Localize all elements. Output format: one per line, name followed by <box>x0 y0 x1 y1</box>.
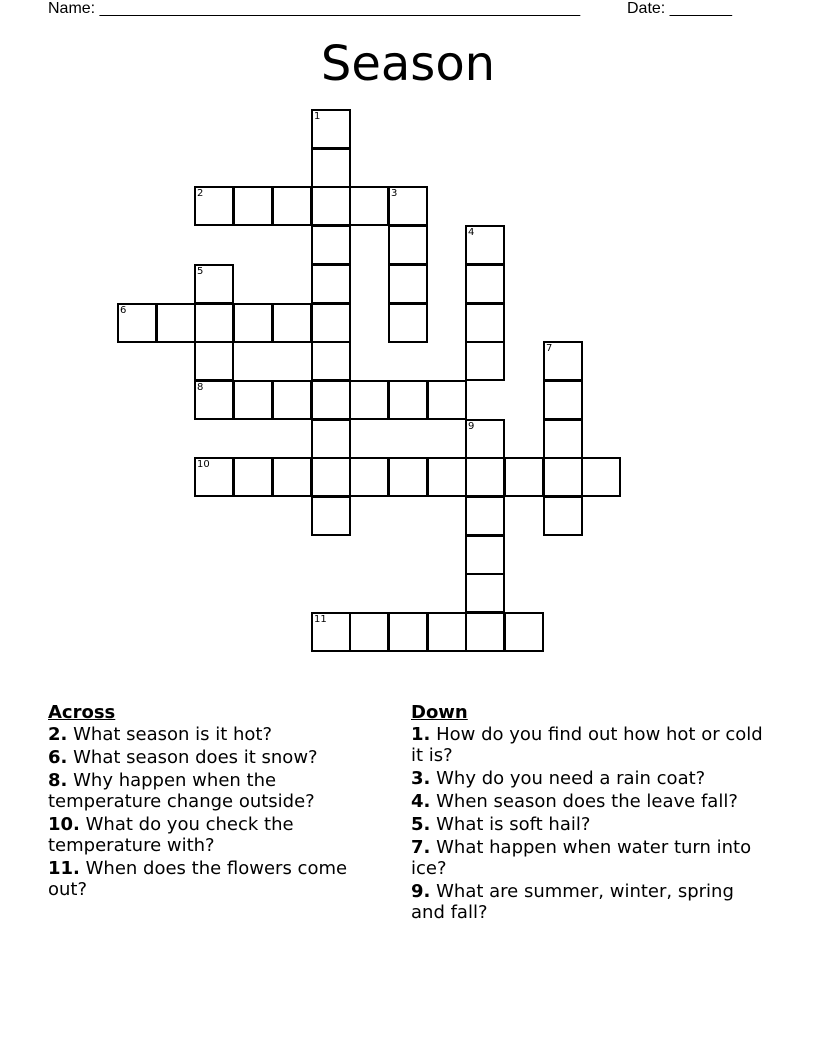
grid-cell <box>388 225 428 265</box>
grid-cell <box>194 380 234 420</box>
clue-text: How do you find out how hot or cold it is? <box>411 724 763 766</box>
grid-cell <box>427 457 467 497</box>
grid-cell <box>543 341 583 381</box>
grid-cell <box>465 535 505 575</box>
grid-cell <box>349 186 389 226</box>
cell-number: 9 <box>468 421 475 432</box>
grid-cell <box>465 341 505 381</box>
grid-cell <box>311 612 351 652</box>
cell-number: 3 <box>391 188 398 199</box>
grid-cell <box>504 457 544 497</box>
grid-cell <box>311 496 351 536</box>
clue-number: 9. <box>411 881 431 902</box>
grid-cell <box>233 380 273 420</box>
grid-cell <box>504 612 544 652</box>
clue-text: What happen when water turn into ice? <box>411 837 752 879</box>
down-clue <box>411 768 771 789</box>
grid-cell <box>543 380 583 420</box>
grid-cell <box>349 612 389 652</box>
cell-number: 11 <box>314 614 327 625</box>
down-clue <box>411 837 771 879</box>
down-heading: Down <box>411 702 468 723</box>
grid-cell <box>233 303 273 343</box>
grid-cell <box>311 457 351 497</box>
grid-cell <box>194 264 234 304</box>
down-clue <box>411 724 771 766</box>
grid-cell <box>272 457 312 497</box>
across-clues <box>48 702 378 902</box>
grid-cell <box>311 380 351 420</box>
across-clue <box>48 770 378 812</box>
grid-cell <box>465 496 505 536</box>
grid-cell <box>543 457 583 497</box>
clue-number: 3. <box>411 768 431 789</box>
clue-text: What do you check the temperature with? <box>48 814 294 856</box>
grid-cell <box>311 419 351 459</box>
grid-cell <box>117 303 157 343</box>
grid-cell <box>311 341 351 381</box>
clue-text: Why do you need a rain coat? <box>436 768 706 789</box>
clue-text: Why happen when the temperature change outside? <box>48 770 315 812</box>
grid-cell <box>272 303 312 343</box>
grid-cell <box>194 186 234 226</box>
grid-cell <box>388 186 428 226</box>
cell-number: 6 <box>120 305 127 316</box>
down-clue <box>411 814 771 835</box>
grid-cell <box>543 419 583 459</box>
date-field-label: Date: _______ <box>627 0 732 17</box>
clue-text: When does the flowers come out? <box>48 858 348 900</box>
grid-cell <box>388 303 428 343</box>
grid-cell <box>465 225 505 265</box>
down-clue <box>411 881 771 923</box>
grid-cell <box>194 457 234 497</box>
grid-cell <box>465 573 505 613</box>
down-clues <box>411 702 771 925</box>
cell-number: 5 <box>197 266 204 277</box>
clue-number: 10. <box>48 814 80 835</box>
grid-cell <box>194 303 234 343</box>
grid-cell <box>543 496 583 536</box>
grid-cell <box>581 457 621 497</box>
across-clue <box>48 747 378 768</box>
grid-cell <box>388 264 428 304</box>
grid-cell <box>311 303 351 343</box>
grid-cell <box>272 186 312 226</box>
grid-cell <box>465 419 505 459</box>
grid-cell <box>465 303 505 343</box>
across-clue <box>48 814 378 856</box>
clue-number: 6. <box>48 747 68 768</box>
clue-text: When season does the leave fall? <box>436 791 738 812</box>
cell-number: 7 <box>546 343 553 354</box>
grid-cell <box>465 457 505 497</box>
grid-cell <box>194 341 234 381</box>
down-clue <box>411 791 771 812</box>
clue-number: 1. <box>411 724 431 745</box>
grid-cell <box>388 612 428 652</box>
grid-cell <box>272 380 312 420</box>
clue-text: What season is it hot? <box>73 724 273 745</box>
across-heading: Across <box>48 702 116 723</box>
cell-number: 1 <box>314 111 321 122</box>
clue-text: What are summer, winter, spring and fall? <box>411 881 734 923</box>
grid-cell <box>233 186 273 226</box>
clue-text: What is soft hail? <box>436 814 591 835</box>
page-title: Season <box>320 36 496 92</box>
grid-cell <box>156 303 196 343</box>
grid-cell <box>311 109 351 149</box>
grid-cell <box>427 380 467 420</box>
across-clue <box>48 858 378 900</box>
grid-cell <box>311 264 351 304</box>
clue-number: 7. <box>411 837 431 858</box>
grid-cell <box>349 457 389 497</box>
clue-number: 2. <box>48 724 68 745</box>
clue-number: 5. <box>411 814 431 835</box>
cell-number: 8 <box>197 382 204 393</box>
across-clue <box>48 724 378 745</box>
grid-cell <box>465 264 505 304</box>
grid-cell <box>388 457 428 497</box>
grid-cell <box>311 148 351 188</box>
cell-number: 2 <box>197 188 204 199</box>
grid-cell <box>388 380 428 420</box>
clue-number: 4. <box>411 791 431 812</box>
clue-text: What season does it snow? <box>73 747 318 768</box>
clue-number: 8. <box>48 770 68 791</box>
grid-cell <box>349 380 389 420</box>
name-field-label: Name: ______________________________________________________ <box>48 0 581 17</box>
cell-number: 10 <box>197 459 210 470</box>
clue-number: 11. <box>48 858 80 879</box>
grid-cell <box>233 457 273 497</box>
grid-cell <box>311 225 351 265</box>
grid-cell <box>311 186 351 226</box>
grid-cell <box>465 612 505 652</box>
grid-cell <box>427 612 467 652</box>
cell-number: 4 <box>468 227 475 238</box>
